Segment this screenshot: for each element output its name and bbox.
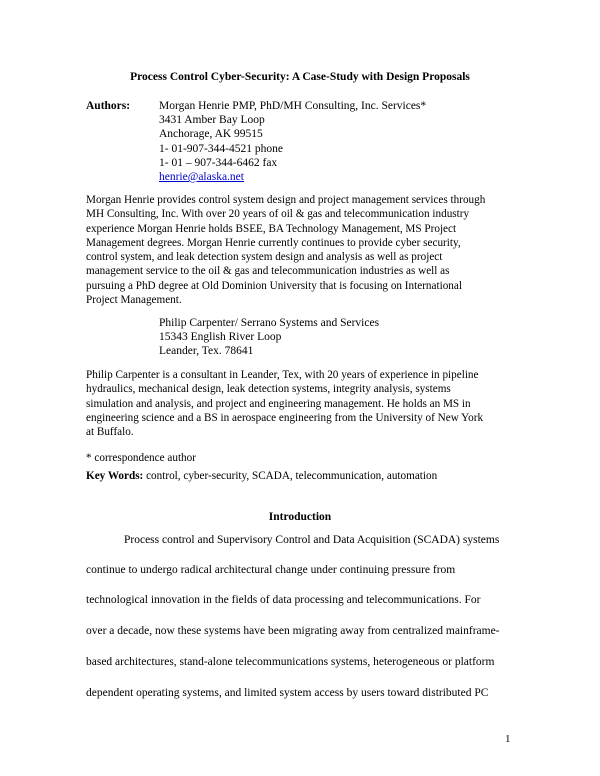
bio-line: MH Consulting, Inc. With over 20 years of oil & gas and telecommunication industry — [86, 208, 470, 221]
bio-line: pursuing a PhD degree at Old Dominion University that is focusing on International — [86, 279, 462, 292]
intro-line: technological innovation in the fields of data processing and telecommunications. For — [86, 594, 481, 606]
bio-line: experience Morgan Henrie holds BSEE, BA Technology Management, MS Project — [86, 222, 457, 235]
paper-title: Process Control Cyber-Security: A Case-Study with Design Proposals — [130, 71, 470, 83]
intro-line: continue to undergo radical architectural change under continuing pressure from — [86, 564, 456, 576]
keywords — [86, 469, 437, 483]
author1-fax-line: 1- 01 – 907-344-6462 fax — [159, 156, 278, 169]
author2-name-line: Philip Carpenter/ Serrano Systems and Services — [159, 317, 380, 329]
bio-line: control system, and leak detection system design and analysis as well as project — [86, 251, 443, 264]
intro-line: over a decade, now these systems have been migrating away from centralized mainframe- — [86, 625, 500, 637]
keywords-label: Key Words: — [86, 470, 144, 482]
author2-street-line: 15343 English River Loop — [159, 331, 282, 344]
author1-bio — [86, 193, 526, 307]
bio-line: Morgan Henrie provides control system design and project management services through — [86, 194, 486, 206]
bio-line: Philip Carpenter is a consultant in Leander, Tex, with 20 years of experience in pipeline — [86, 369, 479, 381]
bio-line: engineering science and a BS in aerospace engineering from the University of New York — [86, 411, 484, 424]
bio-line: simulation and analysis, and project and engineering management. He holds an MS in — [86, 397, 471, 410]
introduction-heading: Introduction — [268, 511, 332, 523]
page-number: 1 — [505, 733, 511, 745]
author1-street-line: 3431 Amber Bay Loop — [159, 114, 265, 127]
author1-address — [159, 99, 426, 184]
author1-name-line: Morgan Henrie PMP, PhD/MH Consulting, Inc. Services* — [159, 100, 427, 112]
author2-address — [159, 316, 379, 359]
bio-line: hydraulics, mechanical design, leak detection systems, integrity analysis, systems — [86, 383, 451, 396]
intro-line: dependent operating systems, and limited system access by users toward distributed PC — [86, 687, 489, 699]
authors-label: Authors: — [86, 100, 131, 112]
bio-line: at Buffalo. — [86, 426, 134, 439]
author2-city-line: Leander, Tex. 78641 — [159, 345, 254, 358]
author1-phone-line: 1- 01-907-344-4521 phone — [159, 142, 283, 155]
bio-line: Project Management. — [86, 294, 182, 307]
keywords-text: control, cyber-security, SCADA, telecommunication, automation — [143, 470, 438, 482]
author1-city-line: Anchorage, AK 99515 — [159, 128, 263, 141]
intro-line: Process control and Supervisory Control and Data Acquisition (SCADA) systems — [124, 534, 500, 546]
bio-line: Management degrees. Morgan Henrie currently continues to provide cyber security, — [86, 236, 461, 249]
author1-email-link[interactable]: henrie@alaska.net — [159, 171, 244, 184]
intro-line: based architectures, stand-alone telecommunications systems, heterogeneous or platform — [86, 656, 495, 668]
correspondence-note: * correspondence author — [86, 452, 196, 464]
bio-line: management service to the oil & gas and telecommunication industries as well as — [86, 265, 450, 278]
author2-bio — [86, 368, 526, 439]
